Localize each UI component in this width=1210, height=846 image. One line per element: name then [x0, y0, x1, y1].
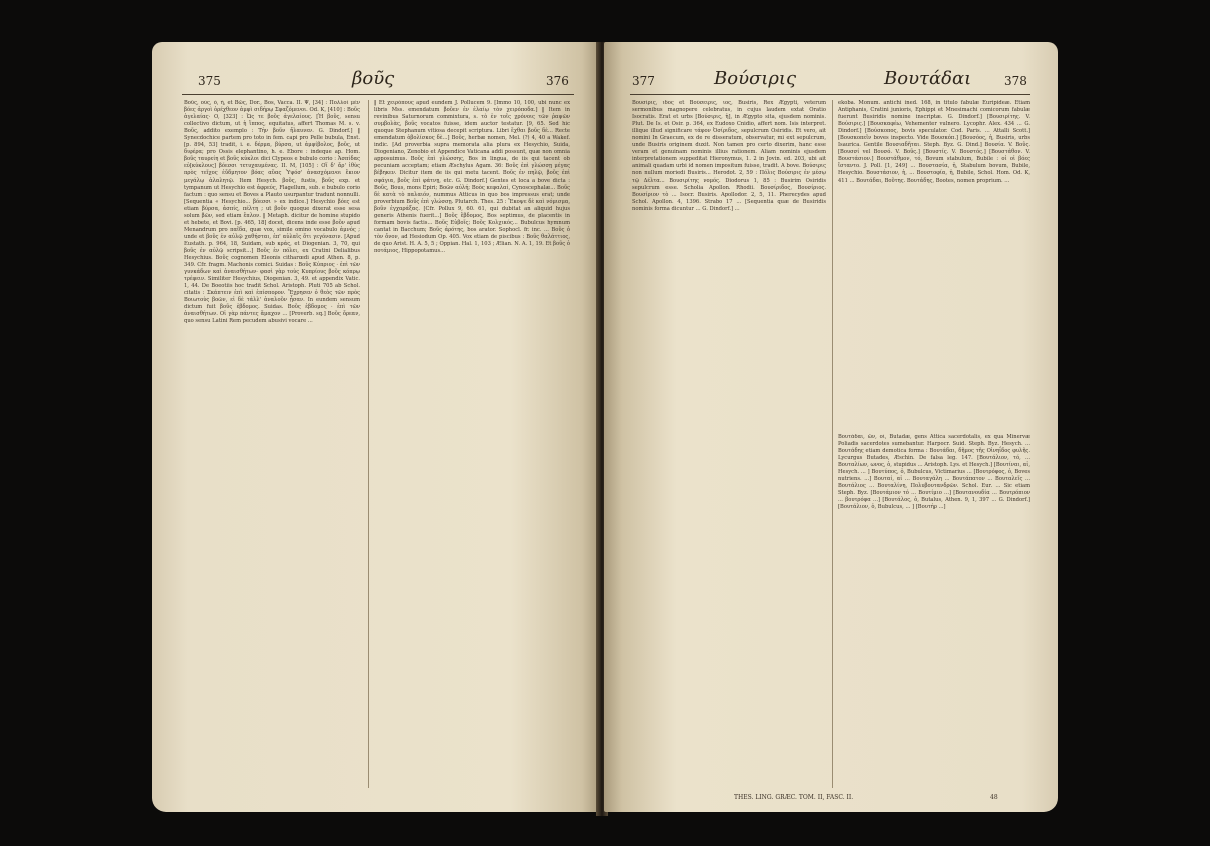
left-running-head: [152, 70, 600, 92]
running-head-butadai: Βουτάδαι: [884, 68, 972, 89]
right-page: [604, 42, 1058, 812]
right-column-1: Βουσίρις, ιδος et Βούσειρις, ιος, Busiris, Rex Ægypti, veterum sermonibus magnopere celebratus, in cujus laudem extat Oratio Isocratis. Erat et urbs [Βούσιρις, ἡ], in Ægypto sita, ejusdem nominis. Plut. De Is. et Osir. p. 364, ex Eudoxo Cnidio, affert nom. Isis interpret. illique illud significare τάφον Ὀσίριδος, sepulcrum Osiridis. Et vero, ait nomini In Graecum, ex de re disseratum, observatur, mi ext sepulcrum, unde Busiris originem duxit. Non tamen pro certo dixerim, hanc esse veram et genuinam nominis illius rationem. Aliam nominis ejusdem interpretationem suppeditat Hieronymus, 1. 2 in Jovin. ed. 203, ubi ait animali quadam urbi id nomen impositum fuisse, tradit. A bove. Βούσιρις non nullum moriedi Busiris... Herodot. 2, 59 : Πόλις Βούσιρις ἐν μέσῳ τῷ Δέλτα... Βουσιρίτης νομός. Diodorus 1, 85 : Busirim Osiridis sepulcrum esse. Scholia Apollon. Rhodii. Βουσίριδος, Βουσίριος. Βουσίριον τὸ ... Isocr. Busiris. Apollodor. 2, 5, 11. Pherecydes apud Schol. Apollon. 4, 1396. Strabo 17 ... [Sequentia quæ de Busiridis nominis forma dicuntur ... G. Dindorf.] ...: [632, 100, 826, 212]
left-column-2: ‖ Et χειρόπους apud eundem J. Pollucem 9. [Immo 10, 100, ubi nunc ex libris Mss. emendatum βοῦεν ἐν ἐλαίῳ τὸν χειρόποδα.] ‖ Item in revinibus Saturnorum commixtura, s. τὸ ἐν τοῖς χρόνοις τῶν ῥαψῶν συμβολὰς, βοῦς vocatos fuisse, idem auctor testatur. [9, 65. Sed hic quoque Stephanum vitiosa decepit scriptura. Libri ἔχθαι βοῦς δὲ... Recte emendatum ὀβολίσκος δὲ...] Βοῦς, herbæ nomen, Mel. (?) 4, 40 a Wakef. indic. [Ad proverbia supra memorata alia plura ex Hesychio, Suida, Diogeniano, Zenobio et Appendice Vaticana addi possunt, quæ non omnia apposuimus. Βοῦς ἐπὶ γλώσσης, Bos in lingua, de iis qui tacent ob pecuniam acceptam; etiam Æschylus Agam. 36: Βοῦς ἐπὶ γλώσσῃ μέγας βέβηκεν. Dicitur item de iis qui metu tacent. Βοῦς ἐν πηλῷ, βοῦς ἐπὶ σφάγια, βοῦς ἐπὶ φάτνῃ, etc. G. Dindorf.] Gentes et loca a bove dicta : Βοῦς, Bous, mons Epiri; Βοῶν αὐλή; Βοὸς κεφαλαί, Cynoscephalæ... Βοῦς δὲ κατὰ τὸ παλαιόν, nummus Atticus in quo bos impressus erat; unde proverbium Βοῦς ἐπὶ γλώσσῃ. Plutarch. Thes. 25 : Ἔκοψε δὲ καὶ νόμισμα, βοῦν ἐγχαράξας. [Cfr. Pollux 9, 60. 61, qui dubitat an aliquid hujus generis Athenis fuerit...] Βοῦς ἕβδομος, Bos septimus, de placentis in formam bovis factis... Βοῦς Εὐβοῖς; Βοῦς Κολχικός... Bubulcus hymnum cantat in Bacchum; Βοῦς ἀρότης, bos arator. Sophocl. fr. inc. ... Βοῦς ὁ τὸν ὄνον, ad Hesiodum Op. 405. Vox etiam de piscibus : Βοῦς θαλάττιος, de quo Arist. H. A. 5, 5 ; Oppian. Hal. 1, 103 ; Ælian. N. A. 1, 19. Et βοῦς ὁ ποτάμιος, Hippopotamus...: [374, 100, 570, 254]
left-page: [152, 42, 600, 812]
open-book: [152, 42, 1058, 816]
running-head-busiris: Βούσιρις: [714, 68, 797, 89]
header-rule-right: [630, 94, 1030, 95]
column-divider-right: [832, 100, 833, 788]
signature-mark: 48: [990, 794, 998, 801]
header-rule: [182, 94, 574, 95]
page-number-378: 378: [1004, 74, 1027, 88]
fascicle-footer: THES. LING. GRÆC. TOM. II, FASC. II.: [734, 794, 854, 801]
left-column-1: Βοῦς, οὐς, ὁ, ἡ, et Βῶς, Dor., Bos, Vacca. II. Ψ, [34] : Πολλοὶ μὲν βόες ἀργοὶ ὀρέχθεον ἀμφὶ σιδήρῳ Σφαζόμενοι. Od. K, [410] : Βοῦς ἀγελαίας· O, [323] : Ὡς τε βοῦς ἀγελαίους. [Ἡ βοῦς, sensu collectivo dictum, ut ἡ ἵππος, equitatus, affert Thomas M. s. v. Βοῦς, addito exemplo : Τὴν βοῦν ἤλαυνεν. G. Dindorf.] ‖ Synecdochice partem pro toto in fem. capi pro Pelle bubula, Enst. [p. 894, 53] tradit, i. e. δέρμα, βύρσα, ut ἀμφίβολος, βοῦς, ut διφέρα; pro Ossis elephantino, h. e. Ebore : indeque ap. Hom. βοῦς ταυρείη et βοῦς κύκλοι dici Clypeos e bubulo corio : Ἀσπίδας εὐ[κύκλους] βόεσσι τετυχαυμένας. II. M, [105] : Οἵ δ' ἄρ' ἰθὺς πρὸς τεῖχος ἐὔδμητον βόας αὔας Ὑψόσ' ἀνασχόμενοι ἔκιον μεγάλῳ ἀλαλητῷ. Item Hesych. βοῦς, fustis, βοῦς exp. et tympanum ut Hesychio est ἀφρεύς, Flagellum, sub. e bubulo corio factum : quo sensu et Boves a Plauto usurpantur tradunt nonnulli. [Sequentia « Hesychio... βόεσσι » ex indice.] Hesychio βόες est etiam βύρσα, ἀσπίς, πέλτη ; ut βοῦν quoque dixerat esse sesa solum βῶν, sed etiam ἔπλον. ‖ Metaph. dicitur de homine stupido et hebete, et Bovi. [p. 465, 18] docet, dicens inde esse βοῦν apud Menandrum pro παῖδα, quæ vox, simile omino vocabulo ἀμνός ; unde et βοῦς ἐν αὐλῷ χαθήσται, ἐπ' αὐλαῖς ὅτι γεγόνασιν. [Apud Eustath. p. 964, 18, Suidam, sub κράς, et Diogenian. 3, 70, qui βοῦς ἐν αὐλῷ scripsit...] Βοῦς ἐν πόλει, ex Cratini Delialibus Hesychius. Βοῦς cognomen Eleonis citharœdi apud Athen. 8, p. 349. Cfr. fragm. Machonis comici. Suidas : Βοῦς Κύπριος · ἐπὶ τῶν γυνκάδων καὶ ἀναισθήτων· φασὶ γὰρ τοὺς Κυπρίους βοῦς κόπρῳ τρέφειν. Similiter Hesychius, Diogenian. 3, 49. et appendix Vatic. 1, 44. De Boeotiis hoc tradit Schol. Aristoph. Pluti 705 ab Schol. citatis : Σκάπτειν ἐπὶ καὶ ἐπίσπορον. Ἔχρησεν ὁ θεὸς τῶν πρὸς Βοιωτοὺς βοῶν, εἰ δὲ τάλλ' ἀναλοῦν ᾖσαν. In eundem sensum dictum fuit βοῦς ἐβδομος. Suidas. Βοῦς ἐβδομος · ἐπὶ τῶν ἀναισθήτων. Οἱ γὰρ πάντες ἄμαχον ... [Proverb. sq.] Βοῦς ὄρεαν, quo sensu Latini Rem pecudem abusivi vocare ...: [184, 100, 360, 325]
right-column-2: ekoba. Monum. antichi ined. 168, in titulo fabulæ Euripideæ. Etiam Antiphanis, Cratini junioris, Ephippi et Mnesimachi comicorum fabulæ fuerunt Busiridis nomine inscriptæ. G. Dindorf.] [Βουσιρίτης. V. Βούσιρις.] [Βουσκαφέω, Vehementer vulnero. Lycophr. Alex. 434 ... G. Dindorf.] [Βούσκοπος, bovis speculator. Cod. Paris. ... Attalli Scott.] [Βουσκοπεῖν boves inspecto. Vide Βουσκόπ.] [Βουσόος, ἡ, Busiris, urbs Isaurica. Gentile Βουσιαδῆται. Steph. Byz. G. Dind.] Βουσία. V. Βοῦς. [Βουσσί vel Βουσό. V. Βοῦς.] [Βουστίς. V. Βουστός.] [Βουστάθον. V. Βουστάσιον.] Βουστάθμον, τό, Bovum stabulum, Bubile : οἱ οἱ βόες ἵσταντο. J. Poll. [1, 249] ... Βουστασία, ἡ, Stabulum bovum, Bubile, Hesychio. Βουστάσιον, ἡ, ... Βουστοφία, ἡ, Bubile, Schol. Hom. Od. K, 411 ... Βουτάδαι, Βοῦτης. Βουτάδης, Bootes, nomen proprium. ...: [838, 100, 1030, 184]
right-column-2-continued: Βουτάδαι, ῶν, οἱ, Butadæ, gens Attica sacerdotalis, ex qua Minervæ Poliadis sacerdotes sumebantur. Harpocr. Suid. Steph. Byz. Hesych. ... Βουτάδης etiam demotica forma : Βουτάδαι, δῆμος τῆς Οἰνηΐδος φυλῆς. Lycurgus Butades, Æschin. De falsa leg. 147. [Βουτάλιον, τό, ... Βουταλίων, ωνος, ὁ, stupidus ... Aristoph. Lys. et Hesych.] [Βουτίναι, αἱ, Hesych. ... ] Βουτύπος, ὁ, Bubulcus, Victimarius ... [Βουτρόφος, ὁ, Boves nutriens. ...] Βουταί, αἱ ... Βουταγάλη ... Βουτάπατον ... Βουταλεῖς ... Βουτάλιος ... Βουταλίνη, Πολυβουτανδρῶν. Schol. Eur. ... Sic etiam Steph. Byz. [Βουτάμιον τό ... Βουτίμιο ...] [Βουτανουδία ... Βουτρόπιον ... βουτρόφα ...] [Βουτάλος, ὁ, Butalus, Athen. 9, 1, 397 ... G. Dindorf.] [Βουτάλιον, ὁ, Bubulcus, ... ] [Βουτήρ ...]: [838, 434, 1030, 511]
column-divider: [368, 100, 369, 788]
page-number-375: 375: [198, 74, 221, 88]
right-running-head: [604, 70, 1058, 92]
page-number-377: 377: [632, 74, 655, 88]
running-head-word: βοῦς: [352, 68, 395, 89]
page-number-376: 376: [546, 74, 569, 88]
